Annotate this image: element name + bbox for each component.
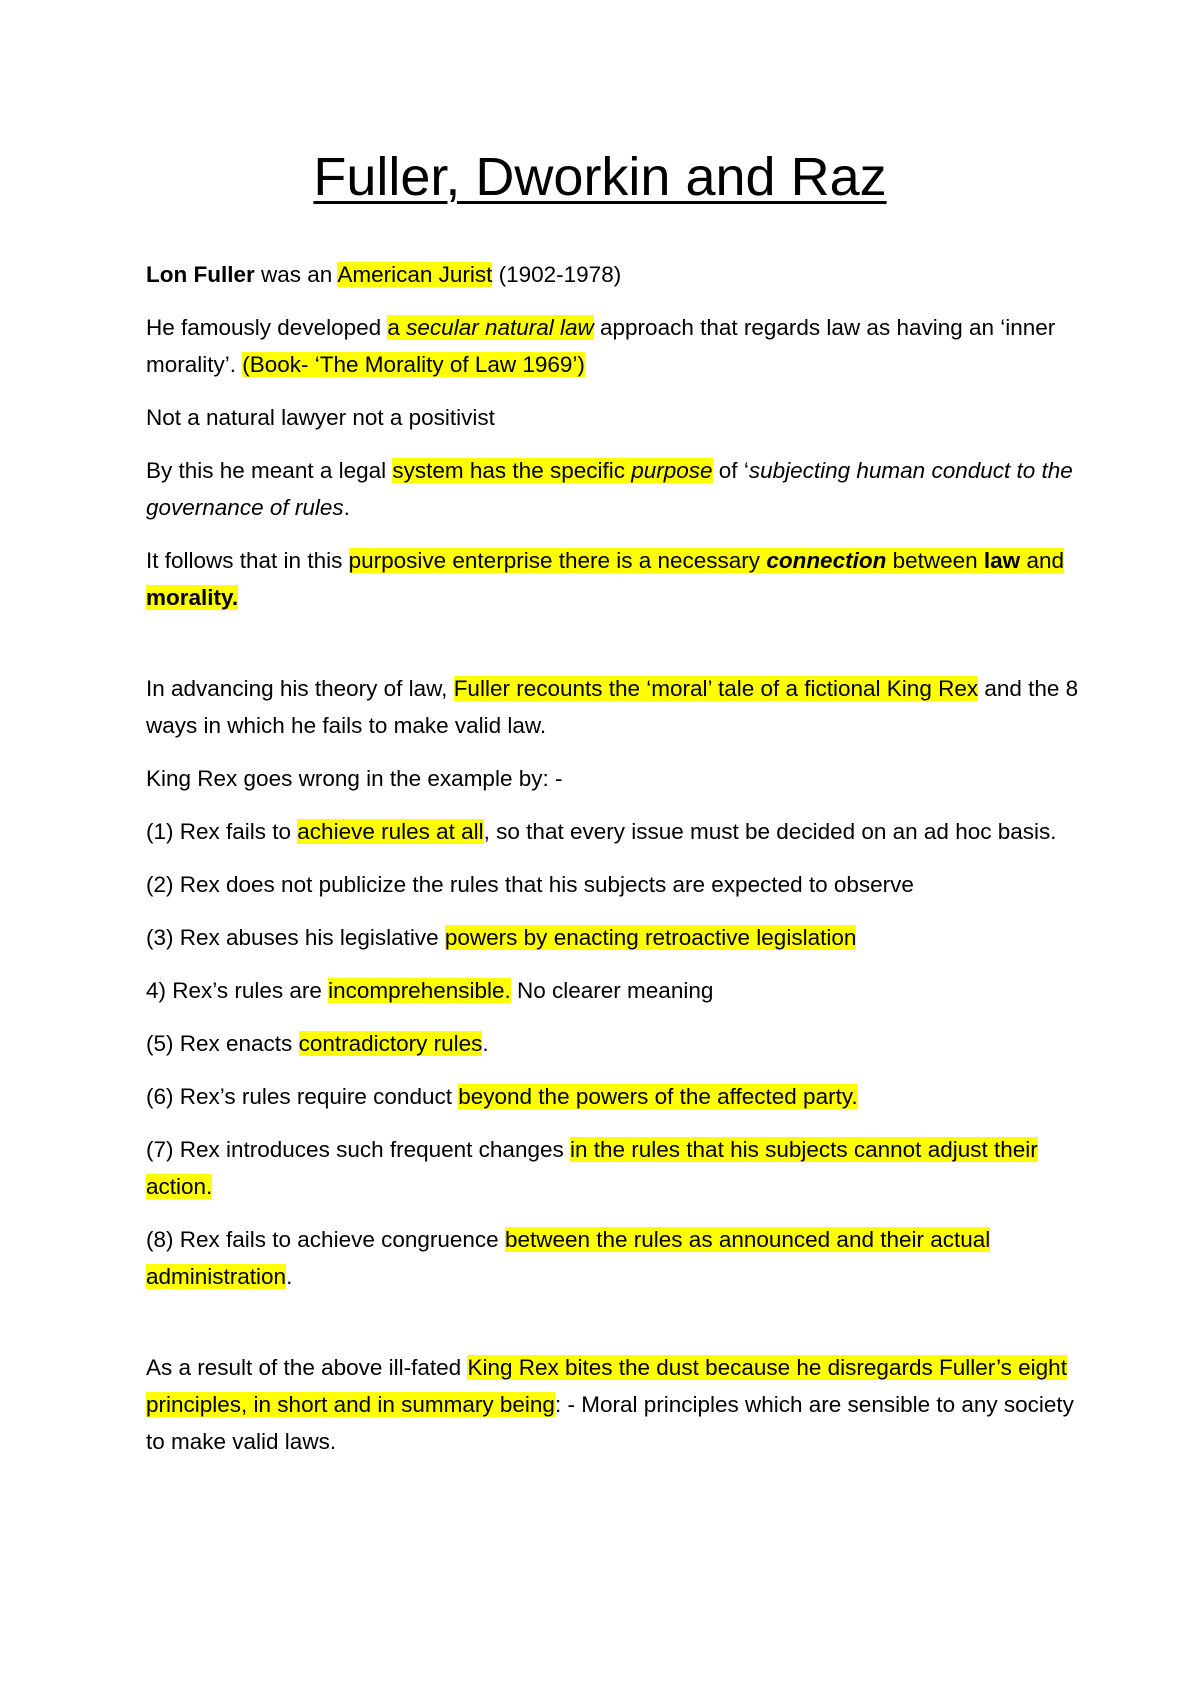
paragraph <box>146 1078 1086 1115</box>
highlighted-text: secular natural law <box>406 315 594 340</box>
text-run: subjecting human conduct to the governance of rules <box>146 458 1073 520</box>
text-run: He famously developed <box>146 315 388 340</box>
page-title: Fuller, Dworkin and Raz <box>313 147 887 207</box>
highlighted-text: law <box>983 548 1021 573</box>
text-run: . <box>343 495 350 520</box>
highlighted-text: Fuller recounts the ‘moral’ tale of a fictional King Rex <box>453 676 979 701</box>
highlighted-text: purposive enterprise there is a necessary <box>348 548 767 573</box>
text-run: In advancing his theory of law, <box>146 676 454 701</box>
text-run: It follows that in this <box>146 548 349 573</box>
text-run: Lon Fuller <box>146 262 255 287</box>
paragraph <box>146 972 1086 1009</box>
paragraph <box>146 1025 1086 1062</box>
text-run: and the 8 ways in which he fails to make valid law. <box>146 676 1079 738</box>
text-run: of ‘ <box>712 458 749 483</box>
paragraph <box>146 866 1086 903</box>
paragraph <box>146 256 1086 293</box>
paragraph <box>146 399 1086 436</box>
highlighted-text: powers by enacting retroactive legislation <box>444 925 857 950</box>
text-run: By this he meant a legal <box>146 458 393 483</box>
text-run: was an <box>254 262 338 287</box>
highlighted-text: between <box>886 548 984 573</box>
text-run: approach that regards law as having an ‘inner morality’. <box>146 315 1056 377</box>
text-run: (1) Rex fails to <box>146 819 298 844</box>
highlighted-text: purpose <box>631 458 713 483</box>
text-run: , so that every issue must be decided on an ad hoc basis. <box>483 819 1057 844</box>
paragraph <box>146 1131 1086 1205</box>
highlighted-text: morality. <box>146 585 239 610</box>
text-run: Not a natural lawyer not a positivist <box>146 405 495 430</box>
highlighted-text: contradictory rules <box>298 1031 483 1056</box>
highlighted-text: beyond the powers of the affected party. <box>458 1084 858 1109</box>
highlighted-text: system has the specific <box>392 458 632 483</box>
paragraph <box>146 1221 1086 1295</box>
text-run: (5) Rex enacts <box>146 1031 299 1056</box>
paragraph <box>146 813 1086 850</box>
highlighted-text: and <box>1020 548 1064 573</box>
paragraph <box>146 542 1086 616</box>
paragraph <box>146 919 1086 956</box>
highlighted-text: between the rules as announced and their actual administration <box>146 1227 991 1289</box>
text-run: (6) Rex’s rules require conduct <box>146 1084 459 1109</box>
highlighted-text: King Rex bites the dust because he disregards Fuller’s eight principles, in short and in summary being <box>146 1355 1067 1417</box>
text-run: 4) Rex’s rules are <box>146 978 329 1003</box>
text-run: . <box>286 1264 293 1289</box>
highlighted-text: connection <box>766 548 887 573</box>
paragraph <box>146 760 1086 797</box>
highlighted-text: incomprehensible. <box>328 978 511 1003</box>
highlighted-text: American Jurist <box>337 262 493 287</box>
highlighted-text: (Book- ‘The Morality of Law 1969’) <box>242 352 585 377</box>
paragraph <box>146 670 1086 744</box>
text-run: : - Moral principles which are sensible to any society to make valid laws. <box>146 1392 1074 1454</box>
text-run: . <box>482 1031 489 1056</box>
text-run: (3) Rex abuses his legislative <box>146 925 445 950</box>
text-run: (2) Rex does not publicize the rules that his subjects are expected to observe <box>146 872 914 897</box>
text-run: As a result of the above ill-fated <box>146 1355 468 1380</box>
highlighted-text: achieve rules at all <box>297 819 484 844</box>
paragraph <box>146 1349 1086 1460</box>
document-body <box>146 256 1086 1476</box>
text-run: (8) Rex fails to achieve congruence <box>146 1227 505 1252</box>
highlighted-text: in the rules that his subjects cannot adjust their action. <box>146 1137 1038 1199</box>
paragraph <box>146 452 1086 526</box>
text-run: King Rex goes wrong in the example by: - <box>146 766 563 791</box>
paragraph <box>146 309 1086 383</box>
text-run: (1902-1978) <box>492 262 622 287</box>
text-run: No clearer meaning <box>510 978 714 1003</box>
highlighted-text: a <box>387 315 407 340</box>
text-run: (7) Rex introduces such frequent changes <box>146 1137 570 1162</box>
